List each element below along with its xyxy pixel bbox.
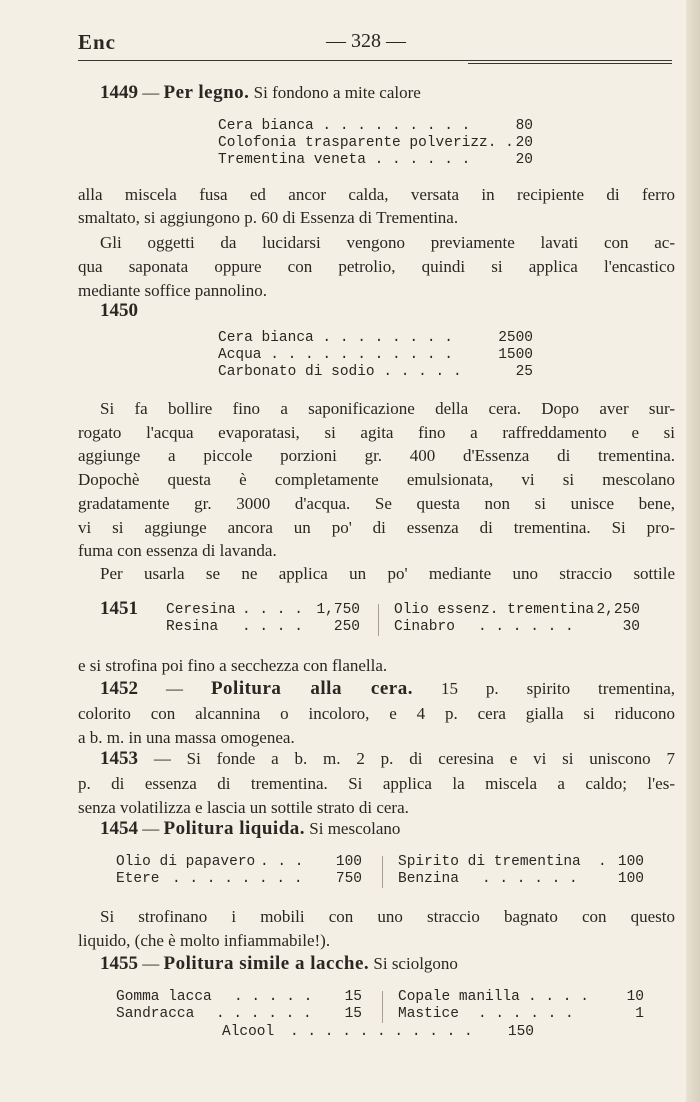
paragraph-line: colorito con alcannina o incoloro, e 4 p. cera gialla si riducono [78, 704, 675, 723]
recipe-intro: Si sciolgono [369, 954, 458, 973]
ingredient-qty: 150 [507, 1024, 534, 1040]
ingredient-name: Cinabro [394, 619, 455, 635]
ingredient-name: Sandracca [116, 1006, 195, 1022]
ingredient-row [218, 135, 533, 152]
ingredient-qty: 100 [335, 854, 362, 870]
ingredient-qty: 100 [617, 854, 644, 870]
ingredient-name: Mastice [398, 1006, 459, 1022]
ingredient-qty: 750 [335, 871, 362, 887]
leader-dots: . . . . [242, 619, 303, 635]
paragraph-line: alla miscela fusa ed ancor calda, versata in recipiente di ferro [78, 185, 675, 204]
leader-dots: . [496, 135, 514, 151]
ingredient-name: Acqua [218, 347, 262, 363]
ingredient-row [116, 854, 362, 871]
paragraph-line: Gli oggetti da lucidarsi vengono previamente lavati con ac- [100, 233, 675, 252]
recipe-1449-ingredients [218, 118, 538, 170]
paragraph-line: — Si fonde a b. m. 2 p. di ceresina e vi si uniscono 7 [138, 749, 675, 768]
recipe-title: Politura alla cera. [210, 678, 413, 699]
column-divider [382, 991, 383, 1023]
ingredient-name: Cera bianca [218, 330, 314, 346]
ingredient-name: Benzina [398, 871, 459, 887]
leader-dots: . . . . . . . . . . . [290, 1024, 473, 1040]
ingredient-name: Gomma lacca [116, 989, 212, 1005]
dash: — [138, 954, 164, 973]
recipe-number: 1452 [100, 678, 138, 699]
leader-dots: . . . . . . . . . . . [261, 347, 453, 363]
ingredient-qty: 250 [333, 619, 360, 635]
header-rule-double [468, 63, 672, 64]
ingredient-row [222, 1024, 534, 1041]
recipe-1449-heading [100, 82, 675, 104]
paragraph-line: vi si aggiunge ancora un po' di essenza di trementina. Si pro- [78, 518, 675, 537]
paragraph-line: aggiunge a piccole porzioni gr. 400 d'Essenza di trementina. [78, 446, 675, 465]
paragraph-line: a b. m. in una massa omogenea. [78, 728, 295, 747]
page-number: — 328 — [326, 30, 406, 52]
page-edge [686, 0, 700, 1102]
ingredient-qty: 20 [515, 135, 533, 151]
leader-dots: . . . . [528, 989, 589, 1005]
leader-dots: . . . . . . . . [313, 330, 453, 346]
ingredient-qty: 1,750 [316, 602, 360, 618]
ingredient-qty: 80 [515, 118, 533, 134]
paragraph-line: Si fa bollire fino a saponificazione della cera. Dopo aver sur- [100, 399, 675, 418]
recipe-intro: Si fondono a mite calore [249, 83, 421, 102]
paragraph-line: Dopochè questa è completamente emulsionata, vi si mescolano [78, 470, 675, 489]
paragraph-line: Per usarla se ne applica un po' mediante uno straccio sottile [100, 564, 675, 583]
recipe-1455-ingredients [116, 989, 656, 1043]
leader-dots: . . . . . [374, 364, 462, 380]
paragraph-line: e si strofina poi fino a secchezza con flanella. [78, 656, 388, 675]
ingredient-qty: 2,250 [596, 602, 640, 618]
ingredient-qty: 20 [515, 152, 533, 168]
paragraph-line: senza volatilizza e lascia un sottile strato di cera. [78, 798, 409, 817]
recipe-1451-heading [100, 598, 160, 620]
dash: — [138, 819, 164, 838]
leader-dots: . . . [260, 854, 304, 870]
ingredient-name: Ceresina [166, 602, 236, 618]
paragraph-line: liquido, (che è molto infiammabile!). [78, 931, 331, 950]
ingredient-qty: 2500 [498, 330, 533, 346]
recipe-title: Per legno. [163, 82, 250, 103]
leader-dots: . . . . . [234, 989, 313, 1005]
header-rule [78, 60, 672, 61]
ingredient-qty: 30 [622, 619, 640, 635]
ingredient-row [116, 871, 362, 888]
ingredient-row [394, 602, 640, 619]
ingredient-name: Resina [166, 619, 219, 635]
ingredient-row [218, 330, 533, 347]
ingredient-row [116, 989, 362, 1006]
ingredient-name: Olio di papavero [116, 854, 256, 870]
ingredient-name: Trementina veneta [218, 152, 366, 168]
recipe-1451-ingredients [166, 602, 646, 638]
ingredient-row [398, 854, 644, 871]
paragraph-line: smaltato, si aggiungono p. 60 di Essenza di Trementina. [78, 208, 459, 227]
recipe-1453-heading [100, 748, 675, 770]
ingredient-qty: 15 [344, 1006, 362, 1022]
paragraph-line: mediante soffice pannolino. [78, 281, 267, 300]
ingredient-qty: 1 [635, 1006, 644, 1022]
ingredient-row [166, 602, 360, 619]
ingredient-row [116, 1006, 362, 1023]
recipe-1450-heading [100, 300, 675, 322]
recipe-1454-ingredients [116, 854, 656, 890]
recipe-number: 1453 [100, 748, 138, 769]
leader-dots: . [598, 854, 607, 870]
leader-dots: . . . . . . [216, 1006, 312, 1022]
ingredient-qty: 1500 [498, 347, 533, 363]
paragraph-line: Si strofinano i mobili con uno straccio bagnato con questo [100, 907, 675, 926]
recipe-number: 1455 [100, 953, 138, 974]
ingredient-qty: 100 [617, 871, 644, 887]
ingredient-row [218, 118, 533, 135]
ingredient-row [398, 989, 644, 1006]
ingredient-name: Copale manilla [398, 989, 520, 1005]
ingredient-name: Olio essenz. trementina [394, 602, 595, 618]
recipe-intro: Si mescolano [305, 819, 401, 838]
leader-dots: . . . . . . [365, 152, 471, 168]
recipe-number: 1449 [100, 82, 138, 103]
recipe-number: 1451 [100, 598, 138, 619]
leader-dots: . . . . . . [478, 1006, 574, 1022]
paragraph-line: 15 p. spirito trementina, [412, 679, 675, 698]
ingredient-row [394, 619, 640, 636]
recipe-title: Politura simile a lacche. [163, 953, 370, 974]
ingredient-name: Etere [116, 871, 160, 887]
leader-dots: . . . . [242, 602, 303, 618]
dash: — [138, 83, 164, 102]
ingredient-row [218, 347, 533, 364]
leader-dots: . . . . . . . . [172, 871, 303, 887]
ingredient-row [398, 1006, 644, 1023]
leader-dots: . . . . . . [478, 619, 574, 635]
ingredient-row [218, 364, 533, 381]
ingredient-row [398, 871, 644, 888]
ingredient-qty: 10 [626, 989, 644, 1005]
ingredient-name: Colofonia trasparente polverizz. [218, 135, 497, 151]
recipe-1450-ingredients [218, 330, 538, 382]
leader-dots: . . . . . . [482, 871, 578, 887]
ingredient-qty: 15 [344, 989, 362, 1005]
column-divider [378, 604, 379, 636]
recipe-number: 1454 [100, 818, 138, 839]
ingredient-name: Carbonato di sodio [218, 364, 375, 380]
paragraph-line: rogato l'acqua evaporatasi, si agita fino a raffreddamento e si [78, 423, 675, 442]
recipe-number: 1450 [100, 300, 138, 321]
ingredient-name: Alcool [222, 1024, 275, 1040]
paragraph-line: qua saponata oppure con petrolio, quindi si applica l'encastico [78, 257, 675, 276]
leader-dots: . . . . . . . . . [313, 118, 471, 134]
header-word: Enc [78, 30, 117, 54]
recipe-title: Politura liquida. [163, 818, 306, 839]
paragraph-line: fuma con essenza di lavanda. [78, 541, 277, 560]
ingredient-row [166, 619, 360, 636]
recipe-1452-heading [100, 678, 675, 700]
ingredient-name: Spirito di trementina [398, 854, 581, 870]
dash: — [138, 679, 211, 698]
running-header [78, 30, 674, 58]
ingredient-qty: 25 [515, 364, 533, 380]
ingredient-row [218, 152, 533, 169]
column-divider [382, 856, 383, 888]
recipe-1454-heading [100, 818, 675, 840]
recipe-1455-heading [100, 953, 675, 975]
ingredient-name: Cera bianca [218, 118, 314, 134]
paragraph-line: p. di essenza di trementina. Si applica la miscela a caldo; l'es- [78, 774, 675, 793]
paragraph-line: gradatamente gr. 3000 d'acqua. Se questa non si unisce bene, [78, 494, 675, 513]
